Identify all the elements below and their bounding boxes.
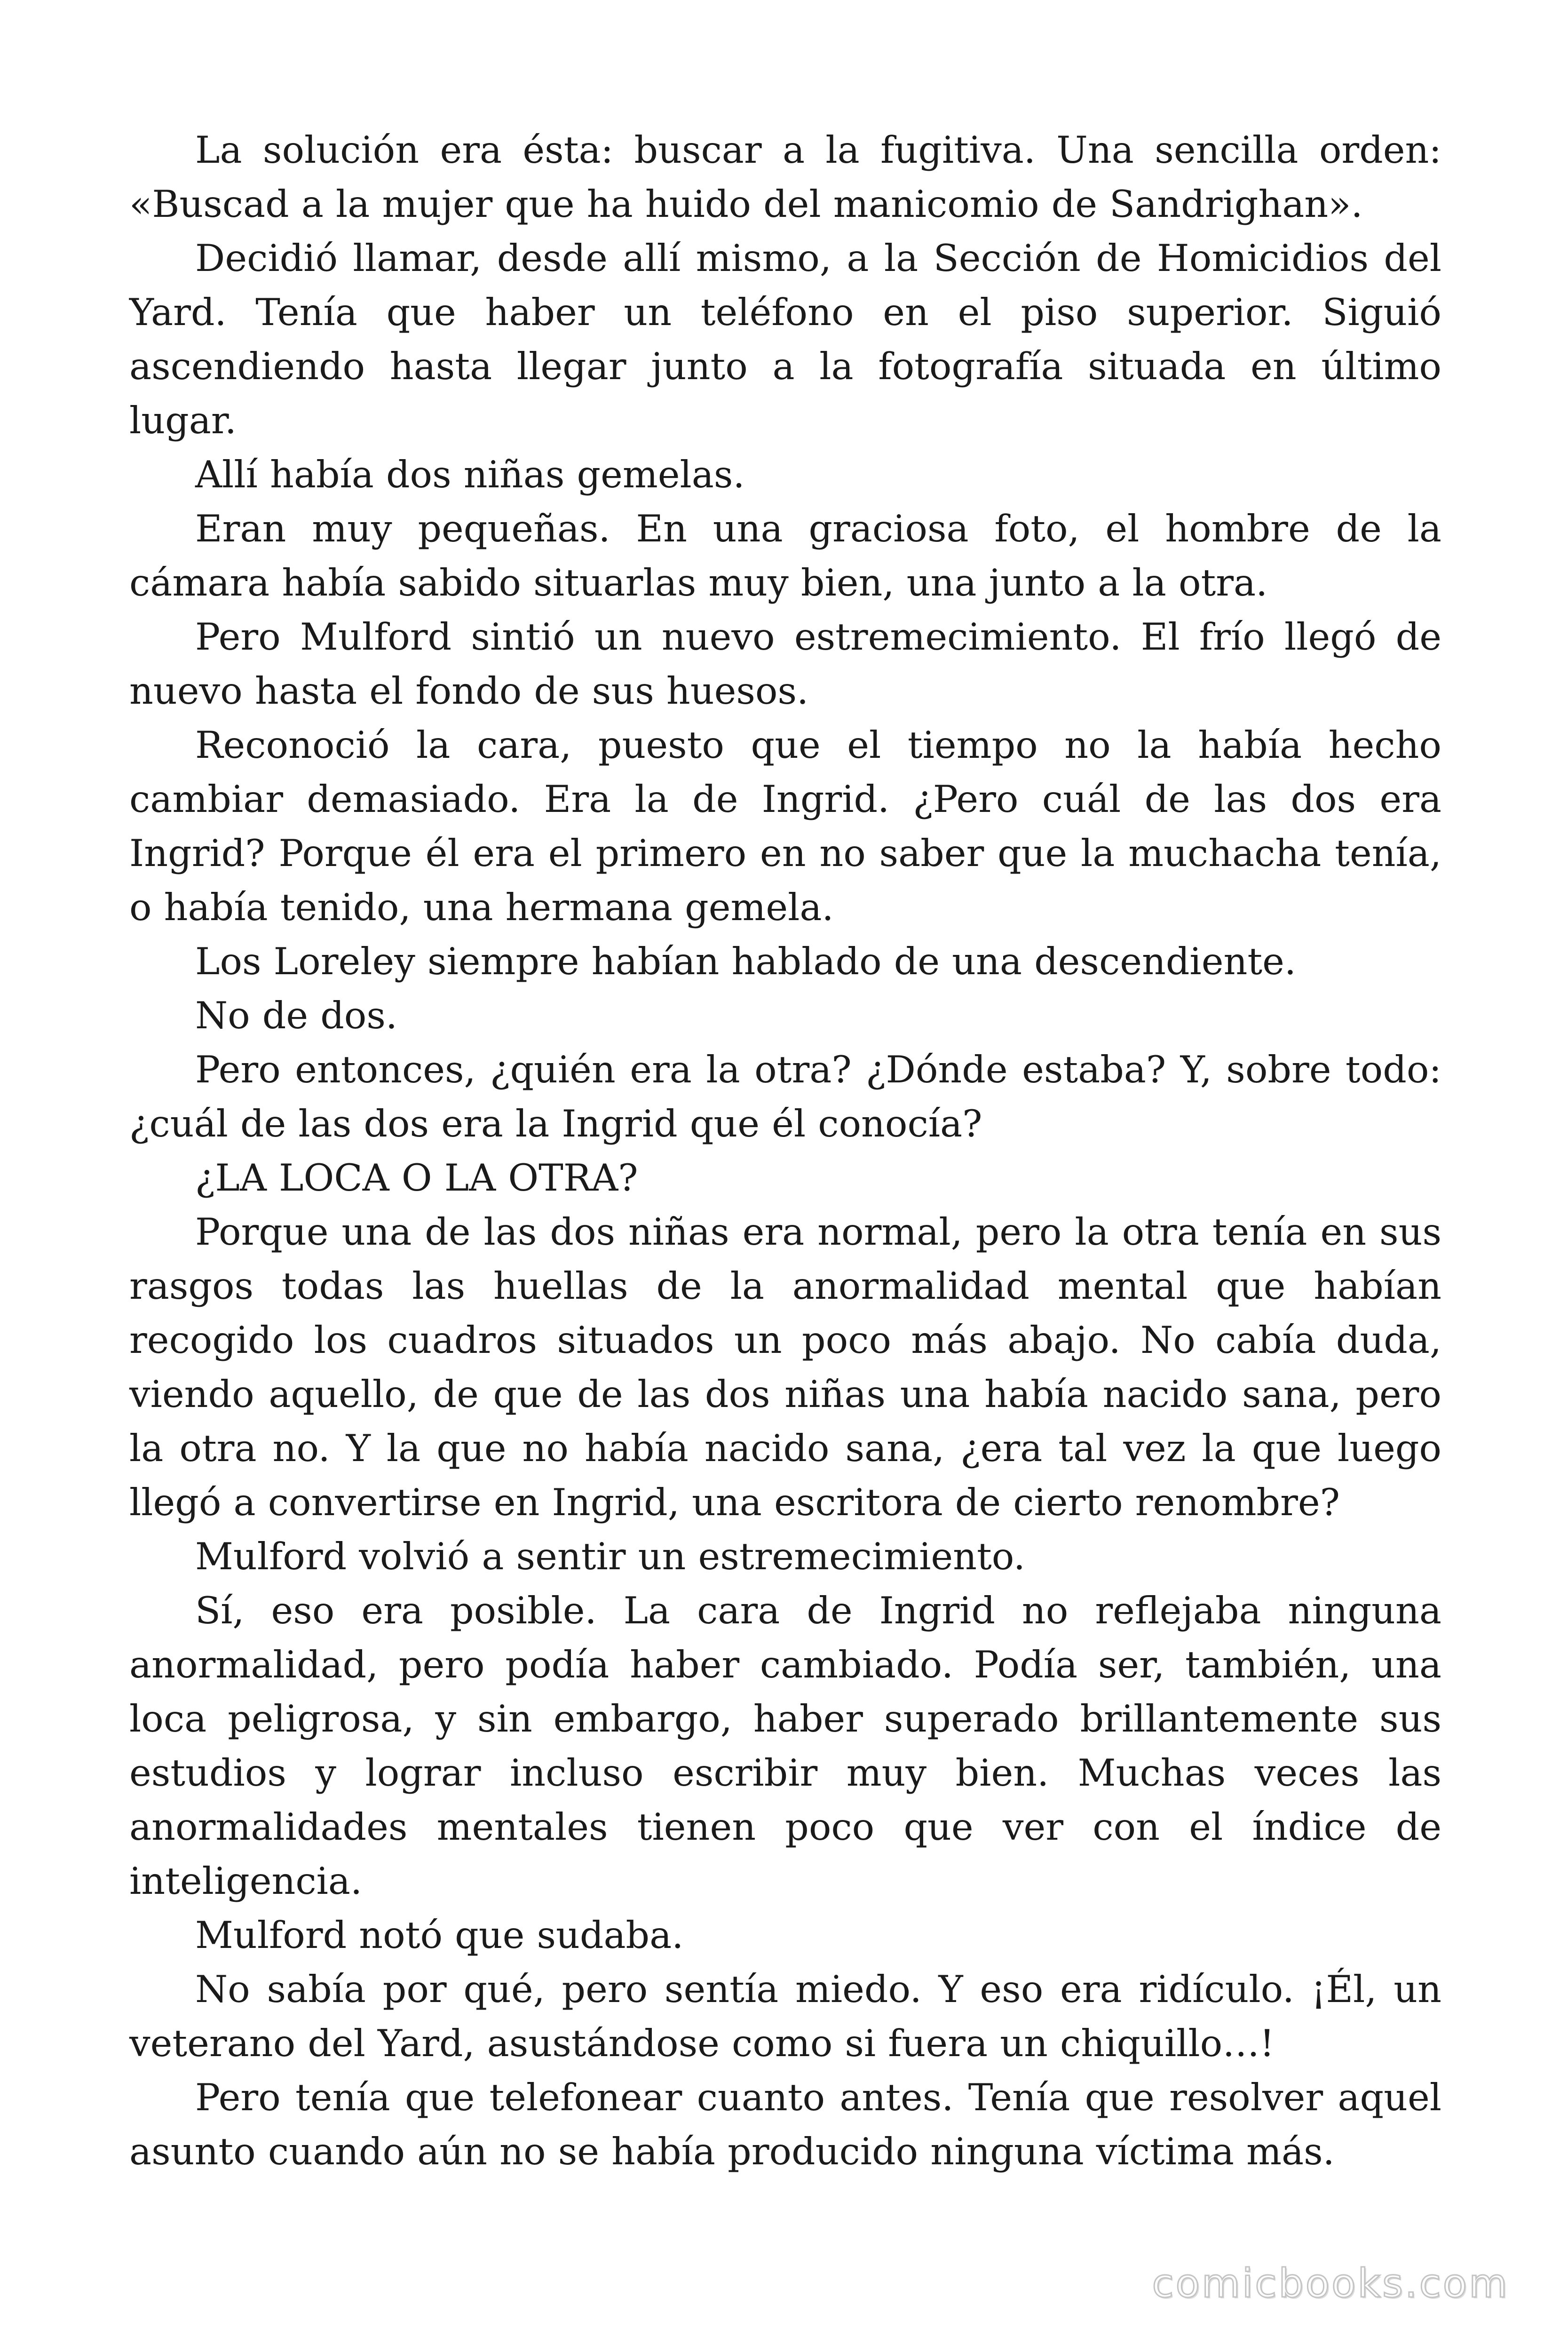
paragraph: Los Loreley siempre habían hablado de una descendiente. xyxy=(195,940,1296,983)
paragraph: No de dos. xyxy=(195,994,398,1037)
paragraph: Eran muy pequeñas. En una graciosa foto, el hombre de la cámara había sabido situarlas muy bien, una junto a la otra. xyxy=(129,507,1441,604)
paragraph: Mulford notó que sudaba. xyxy=(195,1914,684,1957)
paragraph: Porque una de las dos niñas era normal, pero la otra tenía en sus rasgos todas las huellas de la anormalidad mental que habían recogido los cuadros situados un poco más abajo. No cabía duda, viendo aquello, de que de las dos niñas una había nacido sana, pero la otra no. Y la que no había nacido sana, ¿era tal vez la que luego llegó a convertirse en Ingrid, una escritora de cierto renombre? xyxy=(129,1210,1441,1524)
paragraph: Reconoció la cara, puesto que el tiempo no la había hecho cambiar demasiado. Era la de Ingrid. ¿Pero cuál de las dos era Ingrid? Porque él era el primero en no saber que la muchacha tenía, o había tenido, una hermana gemela. xyxy=(129,723,1441,929)
paragraph: Pero entonces, ¿quién era la otra? ¿Dónde estaba? Y, sobre todo: ¿cuál de las dos era la Ingrid que él conocía? xyxy=(129,1048,1441,1145)
paragraph: La solución era ésta: buscar a la fugitiva. Una sencilla orden: «Buscad a la mujer que ha huido del manicomio de Sandrighan». xyxy=(129,128,1441,226)
paragraph: Decidió llamar, desde allí mismo, a la Sección de Homicidios del Yard. Tenía que haber un teléfono en el piso superior. Siguió ascendiendo hasta llegar junto a la fotografía situada en último lugar. xyxy=(129,237,1441,442)
paragraph: Pero Mulford sintió un nuevo estremecimiento. El frío llegó de nuevo hasta el fondo de sus huesos. xyxy=(129,615,1441,713)
paragraph: ¿LA LOCA O LA OTRA? xyxy=(195,1156,638,1200)
paragraph: Allí había dos niñas gemelas. xyxy=(195,453,745,496)
body-text xyxy=(129,123,1441,2179)
paragraph: Sí, eso era posible. La cara de Ingrid no reflejaba ninguna anormalidad, pero podía haber cambiado. Podía ser, también, una loca peligrosa, y sin embargo, haber superado brillantemente sus estudios y lograr incluso escribir muy bien. Muchas veces las anormalidades mentales tienen poco que ver con el índice de inteligencia. xyxy=(129,1589,1441,1903)
paragraph: Pero tenía que telefonear cuanto antes. Tenía que resolver aquel asunto cuando aún no se había producido ninguna víctima más. xyxy=(129,2076,1441,2173)
paragraph: No sabía por qué, pero sentía miedo. Y eso era ridículo. ¡Él, un veterano del Yard, asustándose como si fuera un chiquillo…! xyxy=(129,1968,1441,2065)
watermark: comicbooks.com xyxy=(1152,2260,1509,2306)
paragraph: Mulford volvió a sentir un estremecimiento. xyxy=(195,1535,1026,1578)
